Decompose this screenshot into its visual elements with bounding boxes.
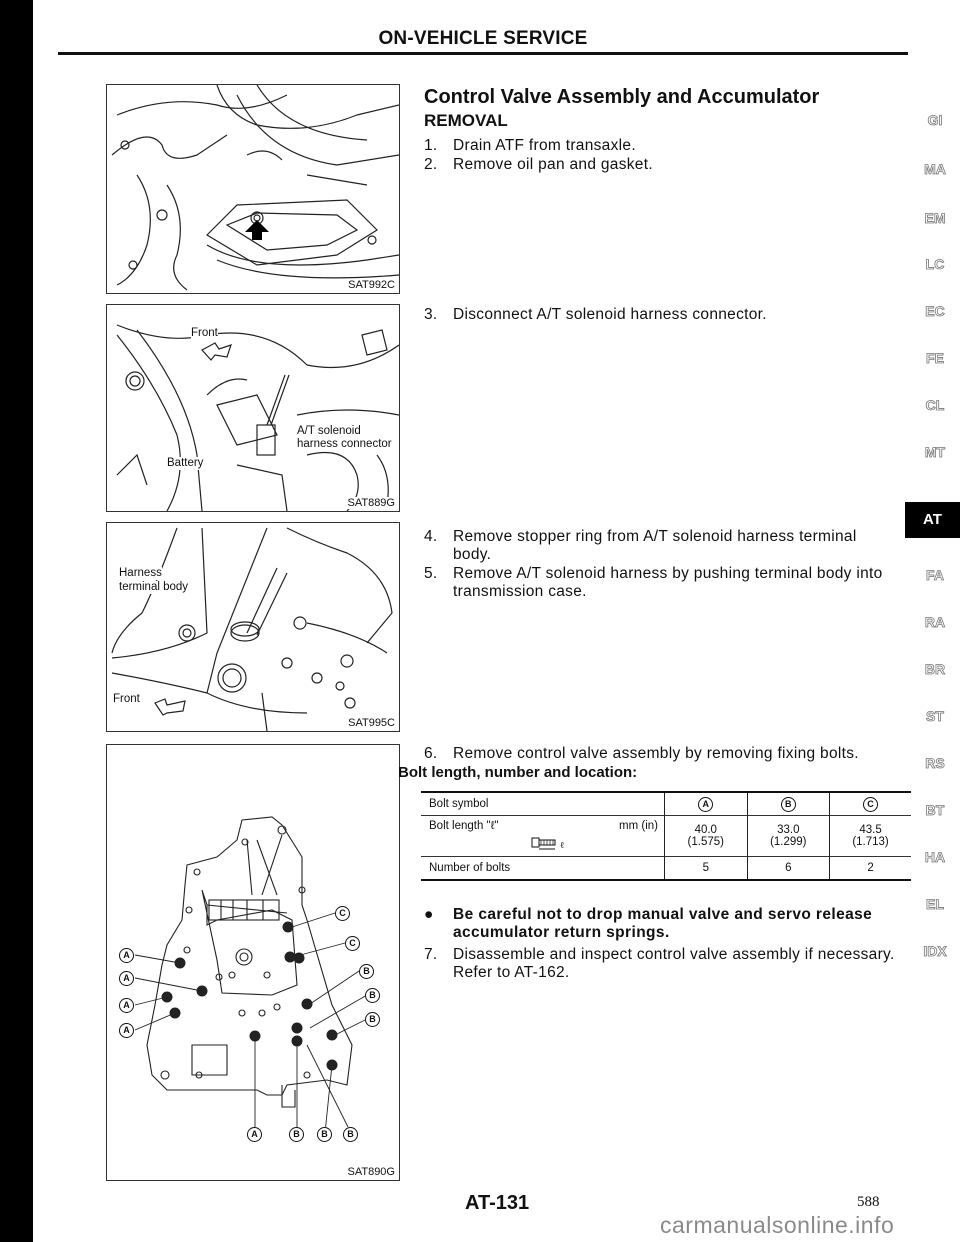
row-label: Bolt length "ℓ" [429,820,499,832]
length-mm: 33.0 [777,824,800,836]
figure-code: SAT995C [348,717,395,729]
label-front: Front [113,693,140,705]
header-rule [58,52,908,55]
callout-c: C [335,906,350,921]
tab-at-active[interactable]: AT [905,502,960,538]
tab-ra[interactable]: RA [924,614,946,630]
tab-fe[interactable]: FE [926,350,944,366]
label-solenoid: A/T solenoid [297,425,361,437]
label-harness-connector: harness connector [297,438,392,450]
page-header: ON-VEHICLE SERVICE [378,28,588,49]
page-number: 588 [857,1194,880,1210]
tab-ha[interactable]: HA [924,849,946,865]
tab-rs[interactable]: RS [925,755,945,771]
row-label: Number of bolts [429,862,511,874]
tab-em[interactable]: EM [924,210,946,226]
callout-a: A [119,1023,134,1038]
bolt-symbol: C [863,797,878,812]
tab-mt[interactable]: MT [924,444,946,460]
tab-lc[interactable]: LC [925,256,945,272]
label-battery: Battery [167,457,204,469]
label-front: Front [191,327,218,339]
table-row [421,857,911,881]
callout-b: B [289,1127,304,1142]
oil-pan-illustration [107,85,399,293]
step-2: 2. Remove oil pan and gasket. [424,156,653,173]
tab-gi[interactable]: GI [927,112,943,128]
unit-label: mm (in) [619,820,658,832]
callout-b: B [317,1127,332,1142]
tab-ma[interactable]: MA [924,161,946,177]
control-valve-illustration [107,745,399,1180]
tab-br[interactable]: BR [924,661,946,677]
label-terminal-body: terminal body [119,581,189,593]
callout-c: C [345,936,360,951]
section-title: Control Valve Assembly and Accumulator [424,86,820,108]
callout-a: A [119,971,134,986]
figure-oil-pan [106,84,400,294]
callout-a: A [247,1127,262,1142]
tab-st[interactable]: ST [926,708,944,724]
figure-code: SAT889G [347,497,395,509]
tab-idx[interactable]: IDX [923,943,947,959]
bolt-count: 5 [665,857,748,881]
figure-code: SAT890G [347,1166,395,1178]
bolt-count: 6 [747,857,830,881]
caution-note: ● Be careful not to drop manual valve and servo release accumulator return springs. [424,906,873,941]
figure-code: SAT992C [348,279,395,291]
callout-b: B [359,964,374,979]
callout-b: B [365,988,380,1003]
callout-b: B [343,1127,358,1142]
tab-el[interactable]: EL [926,896,944,912]
length-mm: 40.0 [694,824,717,836]
subsection-title: REMOVAL [424,111,508,130]
length-in: (1.299) [770,836,807,848]
length-mm: 43.5 [859,824,882,836]
step-4: 4. Remove stopper ring from A/T solenoid harness terminal body. [424,528,857,563]
callout-a: A [119,948,134,963]
footer-page-code: AT-131 [465,1192,530,1214]
step-1: 1. Drain ATF from transaxle. [424,137,636,154]
row-label: Bolt symbol [429,798,489,810]
figure-harness-terminal [106,522,400,732]
watermark[interactable]: carmanualsonline.info [660,1212,895,1238]
callout-a: A [119,998,134,1013]
tab-bt[interactable]: BT [925,802,945,818]
tab-fa[interactable]: FA [926,567,944,583]
table-row [421,792,911,816]
step-5: 5. Remove A/T solenoid harness by pushing terminal body into transmission case. [424,565,883,600]
figure-solenoid-connector [106,304,400,512]
figure-control-valve-bolts [106,744,400,1181]
bolt-length-icon [531,836,567,852]
step-6: 6. Remove control valve assembly by removing fixing bolts. [424,745,859,762]
scan-edge-bar [0,0,33,1242]
harness-terminal-illustration [107,523,399,731]
bolt-symbol: A [698,797,713,812]
bolt-symbol: B [781,797,796,812]
length-in: (1.575) [687,836,724,848]
step-3: 3. Disconnect A/T solenoid harness connector. [424,306,767,323]
tab-ec[interactable]: EC [925,303,945,319]
label-harness: Harness [119,567,162,579]
length-in: (1.713) [852,836,889,848]
svg-text:ℓ: ℓ [560,840,565,850]
solenoid-connector-illustration [107,305,399,511]
bullet-icon: ● [424,906,434,923]
bolt-count: 2 [830,857,911,881]
callout-b: B [365,1012,380,1027]
table-row [421,816,911,857]
bolt-table [421,791,911,881]
tab-cl[interactable]: CL [925,397,945,413]
bolt-table-heading: Bolt length, number and location: [398,764,638,781]
step-7: 7. Disassemble and inspect control valve assembly if necessary. Refer to AT-162. [424,946,895,981]
